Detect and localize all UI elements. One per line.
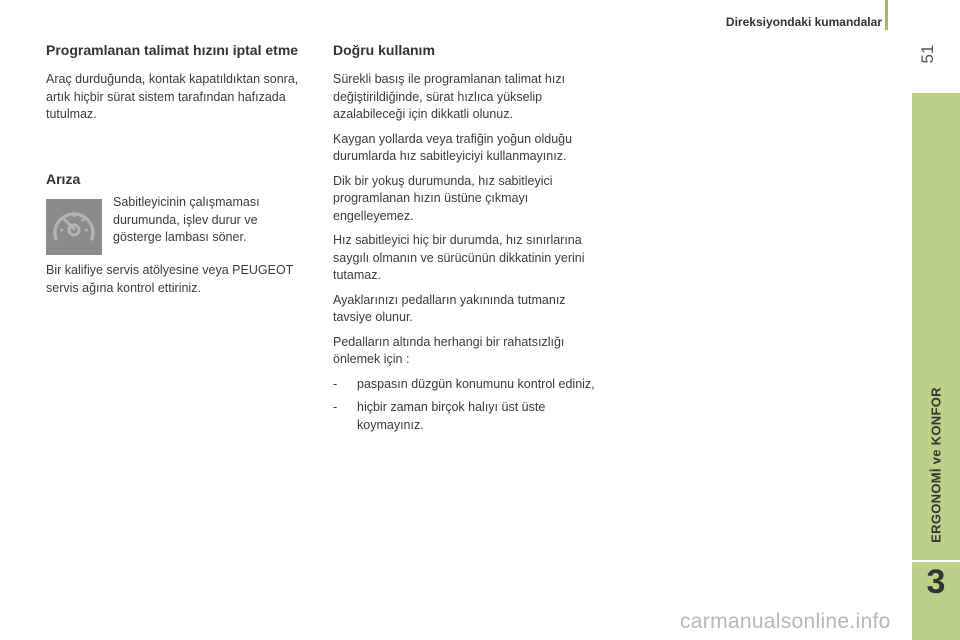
list-item: - paspasın düzgün konumunu kontrol ediniz, (333, 376, 595, 391)
watermark: carmanualsonline.info (680, 610, 891, 633)
chapter-label: ERGONOMİ ve KONFOR (928, 387, 944, 543)
correct-use-section (333, 42, 598, 440)
page-number: 51 (918, 44, 937, 64)
correct-use-heading: Doğru kullanım (333, 42, 435, 58)
header-divider (885, 0, 888, 30)
list-item: - hiçbir zaman birçok halıyı üst üste koymayınız. (333, 400, 546, 432)
side-tab-divider (912, 560, 960, 562)
running-header: Direksiyondaki kumandalar (725, 15, 882, 29)
paragraph: Kaygan yollarda veya trafiğin yoğun olduğu durumlarda hız sabitleyiciyi kullanmayınız. (333, 131, 573, 163)
paragraph: Dik bir yokuş durumunda, hız sabitleyici programlanan hızın üstüne çıkmayı engelleyemez. (333, 173, 553, 223)
paragraph: Sürekli basış ile programlanan talimat hızı değiştirildiğinde, sürat hızlıca yükselip azalabileceği için dikkatli olunuz. (333, 72, 566, 121)
fault-heading: Arıza (46, 171, 81, 187)
fault-section (46, 171, 321, 188)
cancel-text: Araç durduğunda, kontak kapatıldıktan sonra, artık hiçbir sürat sistem tarafından hafızada tutulmaz. (46, 72, 299, 121)
cancel-section (46, 42, 316, 124)
paragraph: Ayaklarınızı pedalların yakınında tutmanız tavsiye olunur. (333, 292, 566, 324)
chapter-number: 3 (926, 563, 946, 601)
cancel-heading: Programlanan talimat hızını iptal etme (46, 42, 299, 58)
speed-limiter-gauge-icon (46, 199, 102, 255)
chapter-side-tab (912, 93, 960, 640)
fault-icon-text: Sabitleyicinin çalışmaması durumunda, işlev durur ve gösterge lambası söner. (113, 195, 260, 244)
fault-service-text: Bir kalifiye servis atölyesine veya PEUGEOT servis ağına kontrol ettiriniz. (46, 263, 294, 295)
paragraph: Hız sabitleyici hiç bir durumda, hız sınırlarına saygılı olmanın ve sürücünün dikkatinin yerini tutamaz. (333, 233, 585, 282)
paragraph: Pedalların altında herhangi bir rahatsızlığı önlemek için : (333, 334, 565, 366)
